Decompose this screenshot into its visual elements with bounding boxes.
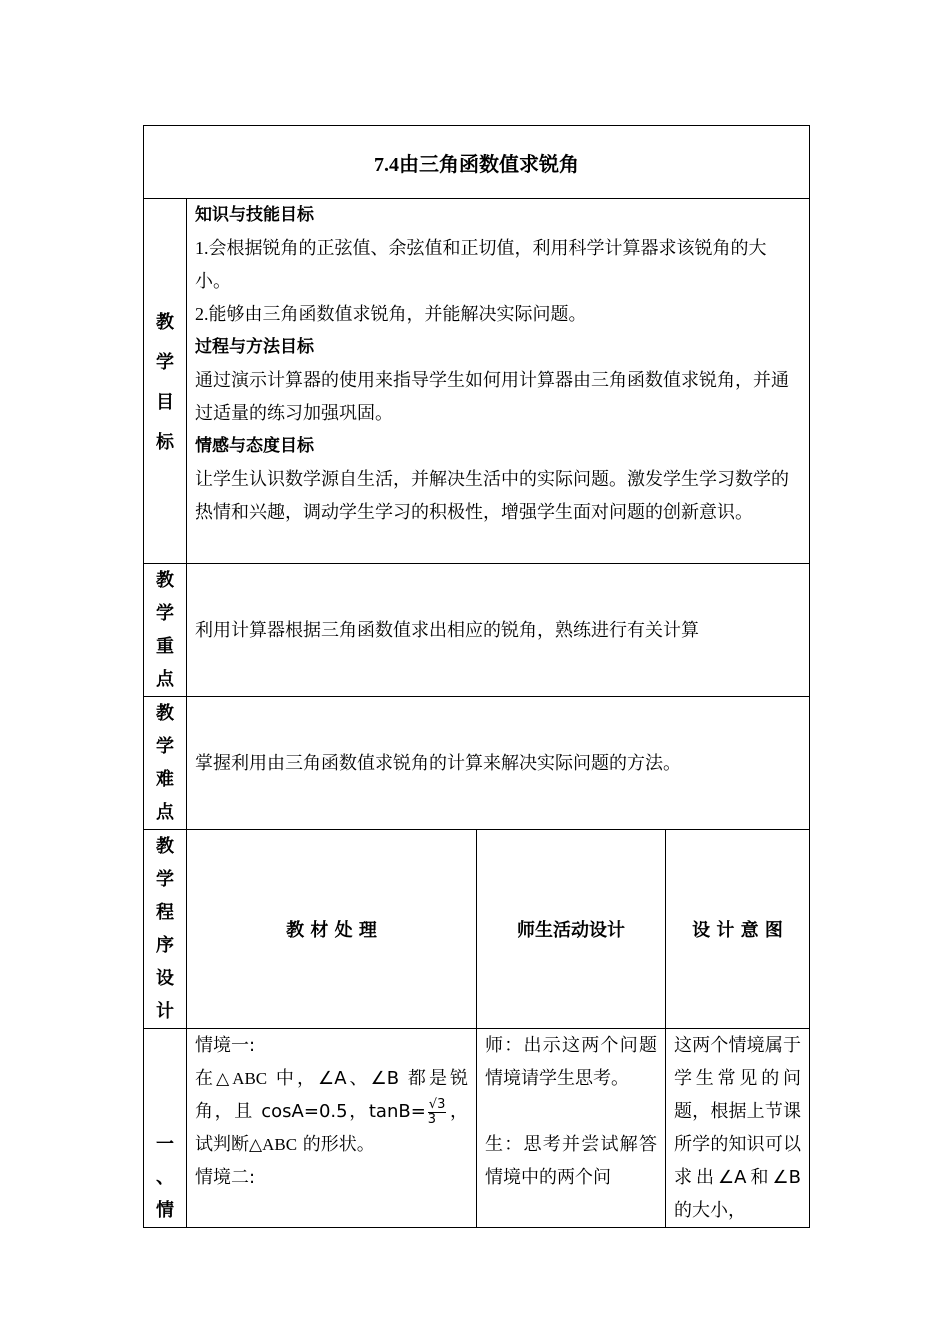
intent-cell (666, 1029, 810, 1228)
scene1-label: 情境一: (195, 1035, 256, 1056)
lesson-plan-table (143, 125, 810, 1228)
emotion-text: 让学生认识数学源自生活，并解决生活中的实际问题。激发学生学习数学的热情和兴趣，调动学生学习的积极性，增强学生面对问题的创新意识。 (195, 469, 789, 523)
key-points-text: 利用计算器根据三角函数值求出相应的锐角，熟练进行有关计算 (187, 564, 810, 697)
procedure-side-label: 教 学 程 序 设 计 (144, 830, 187, 1029)
activity-teacher: 师：出示这两个问题情境请学生思考。 (485, 1035, 657, 1089)
objectives-content (187, 199, 810, 564)
difficulties-side-label: 教 学 难 点 (144, 697, 187, 830)
column-header-intent: 设 计 意 图 (666, 830, 810, 1029)
material-cell (187, 1029, 477, 1228)
column-header-activity: 师生活动设计 (477, 830, 666, 1029)
activity-student: 生：思考并尝试解答情境中的两个问 (485, 1134, 657, 1188)
process-heading: 过程与方法目标 (195, 337, 314, 357)
scene2-label: 情境二: (195, 1167, 256, 1188)
process-text: 通过演示计算器的使用来指导学生如何用计算器由三角函数值求锐角，并通过适量的练习加强巩固。 (195, 370, 789, 424)
sqrt3-over-3-fraction: $\frac{√3}{3}$ (427, 1096, 446, 1127)
column-header-material: 教 材 处 理 (187, 830, 477, 1029)
intent-text: 这两个情境属于学生常见的问题，根据上节课所学的知识可以求出∠A和∠B 的大小， (674, 1035, 801, 1221)
knowledge-item-2: 2.能够由三角函数值求锐角，并能解决实际问题。 (195, 304, 587, 325)
emotion-heading: 情感与态度目标 (195, 436, 314, 456)
page-title: 7.4由三角函数值求锐角 (144, 126, 810, 199)
knowledge-heading: 知识与技能目标 (195, 205, 314, 225)
knowledge-item-1: 1.会根据锐角的正弦值、余弦值和正切值，利用科学计算器求该锐角的大小。 (195, 238, 767, 292)
section1-side-label: 一 、 情 (144, 1029, 187, 1228)
scene1-text: 在△ABC 中，∠A、∠B 都是锐角，且 cosA=0.5，tanB= $\frac{√3}{3}$ ，试判断△ABC 的形状。 (195, 1068, 468, 1155)
activity-cell (477, 1029, 666, 1228)
key-points-side-label: 教 学 重 点 (144, 564, 187, 697)
difficulties-text: 掌握利用由三角函数值求锐角的计算来解决实际问题的方法。 (187, 697, 810, 830)
objectives-side-label: 教 学 目 标 (144, 199, 187, 564)
